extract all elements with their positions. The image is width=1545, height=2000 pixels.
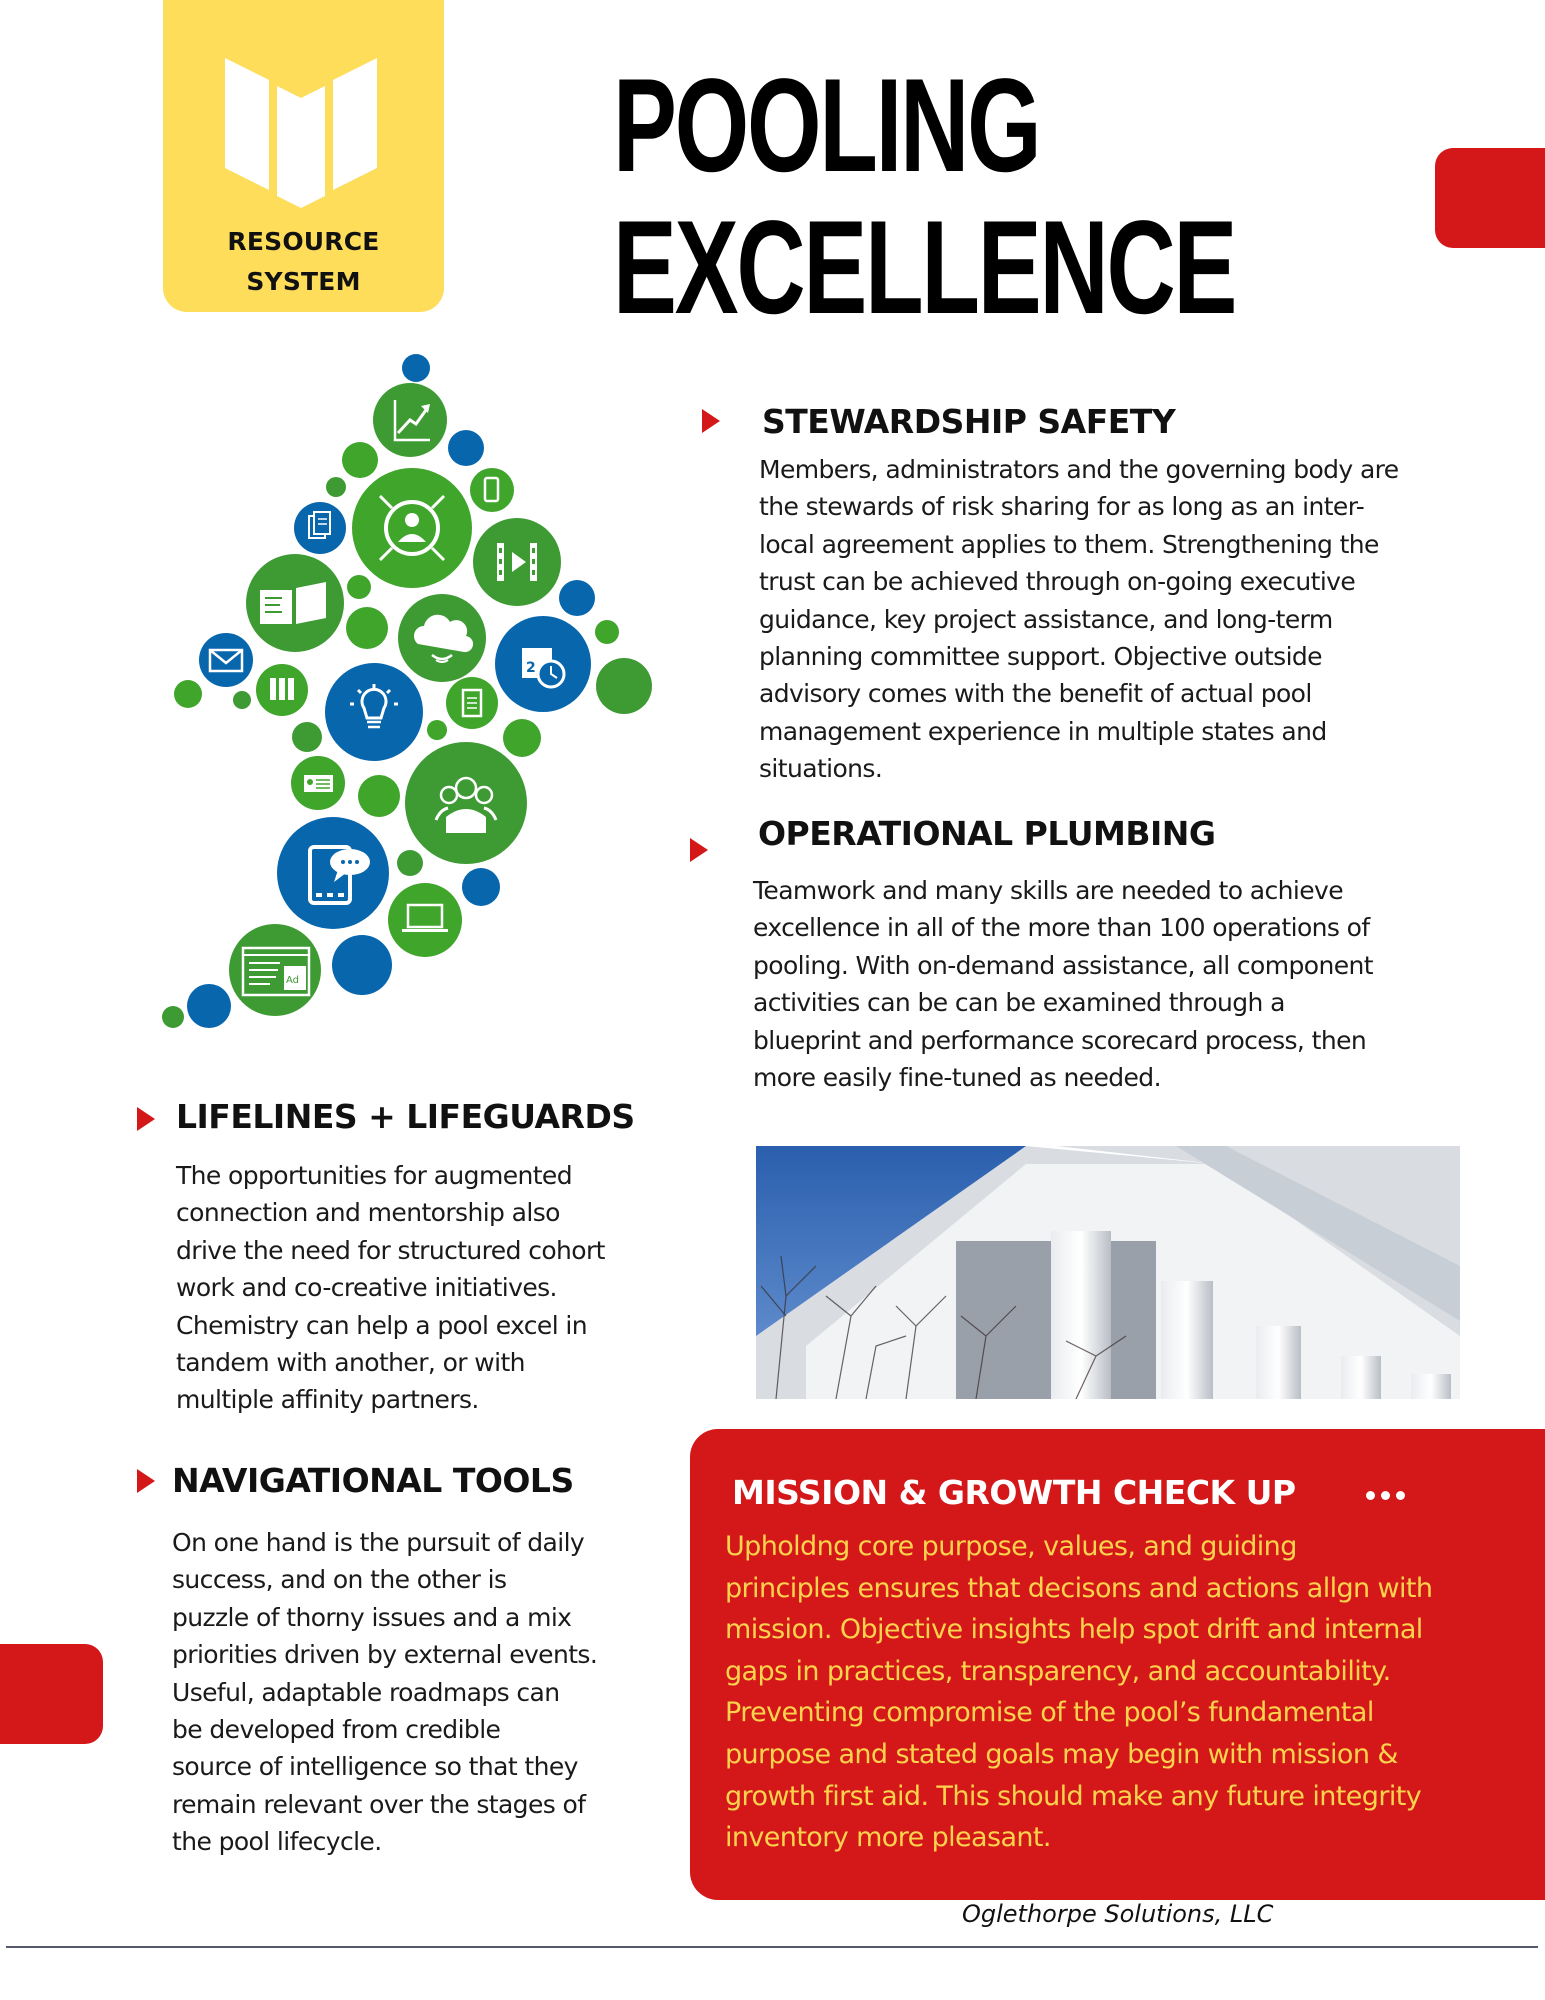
id-card-icon xyxy=(291,756,345,810)
navigational-heading: NAVIGATIONAL TOOLS xyxy=(172,1461,574,1500)
arrow-icon-cluster xyxy=(0,0,700,1060)
badge-label: RESOURCE SYSTEM xyxy=(227,227,380,296)
laptop-icon xyxy=(388,883,462,957)
bullet-triangle-icon xyxy=(137,1469,155,1493)
stewardship-heading: STEWARDSHIP SAFETY xyxy=(762,402,1176,441)
svg-text:Ad: Ad xyxy=(286,975,300,986)
navigational-body: On one hand is the pursuit of daily success, and on the other is puzzle of thorny issues and a mix priorities driven by external events. Useful, adaptable roadmaps can be developed from credible source of intelligence so that they remain relevant over the stages of the pool lifecycle. xyxy=(172,1528,598,1857)
company-footer: Oglethorpe Solutions, LLC xyxy=(962,1900,1274,1928)
footer-divider xyxy=(6,1946,1538,1948)
decorative-red-tab-left xyxy=(0,1644,103,1744)
cloud-icon xyxy=(398,594,486,682)
operational-body: Teamwork and many skills are needed to achieve excellence in all of the more than 100 operations of pooling. With on-demand assistance, all component activities can be can be examined through a blueprint and performance scorecard process, then more easily fine-tuned as needed. xyxy=(753,876,1373,1093)
expand-person-icon xyxy=(352,468,472,588)
page-title xyxy=(613,52,1236,342)
title-line-1: POOLING xyxy=(613,52,1040,200)
mission-heading: MISSION & GROWTH CHECK UP xyxy=(732,1473,1296,1512)
ellipsis-icon xyxy=(1366,1487,1411,1505)
operational-heading: OPERATIONAL PLUMBING xyxy=(758,814,1216,853)
lifelines-heading: LIFELINES + LIFEGUARDS xyxy=(176,1097,635,1136)
envelope-icon xyxy=(199,633,253,687)
building-columns-image xyxy=(756,1146,1460,1399)
clipboard-icon xyxy=(446,677,498,729)
growth-chart-icon xyxy=(373,383,447,457)
open-book-icon xyxy=(246,554,344,652)
lightbulb-icon xyxy=(325,663,423,761)
lifelines-body: The opportunities for augmented connection and mentorship also drive the need for structured cohort work and co-creative initiatives. Chemistry can help a pool excel in tandem with another, or with multiple affinity partners. xyxy=(176,1161,605,1415)
title-line-2: EXCELLENCE xyxy=(613,194,1236,342)
bullet-triangle-icon xyxy=(690,838,708,862)
team-icon xyxy=(405,742,527,864)
mobile-chat-icon xyxy=(277,817,389,929)
stewardship-body: Members, administrators and the governing body are the stewards of risk sharing for as long as an inter- local agreement applies to them. Strengthening the trust can be achieved through on-going executive guidance, key project assistance, and long-term planning committee support. Objective outside advisory comes with the benefit of actual pool management experience in multiple states and situations. xyxy=(759,455,1399,784)
calendar-clock-icon xyxy=(495,616,591,712)
smartphone-icon xyxy=(470,468,514,512)
binders-icon xyxy=(256,664,308,716)
svg-text:2: 2 xyxy=(526,660,536,676)
mission-growth-panel xyxy=(690,1429,1545,1900)
web-ad-icon xyxy=(229,924,321,1016)
mission-body: Upholdng core purpose, values, and guiding principles ensures that decisons and actions allgn with mission. Objective insights help spot drift and internal gaps in practices, transparency, and accountability. Preventing compromise of the pool’s fundamental purpose and stated goals may begin with mission & growth first aid. This should make any future integrity inventory more pleasant. xyxy=(725,1531,1433,1854)
documents-icon xyxy=(294,502,346,554)
building-photo xyxy=(756,1146,1460,1399)
video-play-icon xyxy=(473,518,561,606)
decorative-red-tab-right xyxy=(1435,148,1545,248)
bullet-triangle-icon xyxy=(137,1107,155,1131)
bullet-triangle-icon xyxy=(702,409,720,433)
